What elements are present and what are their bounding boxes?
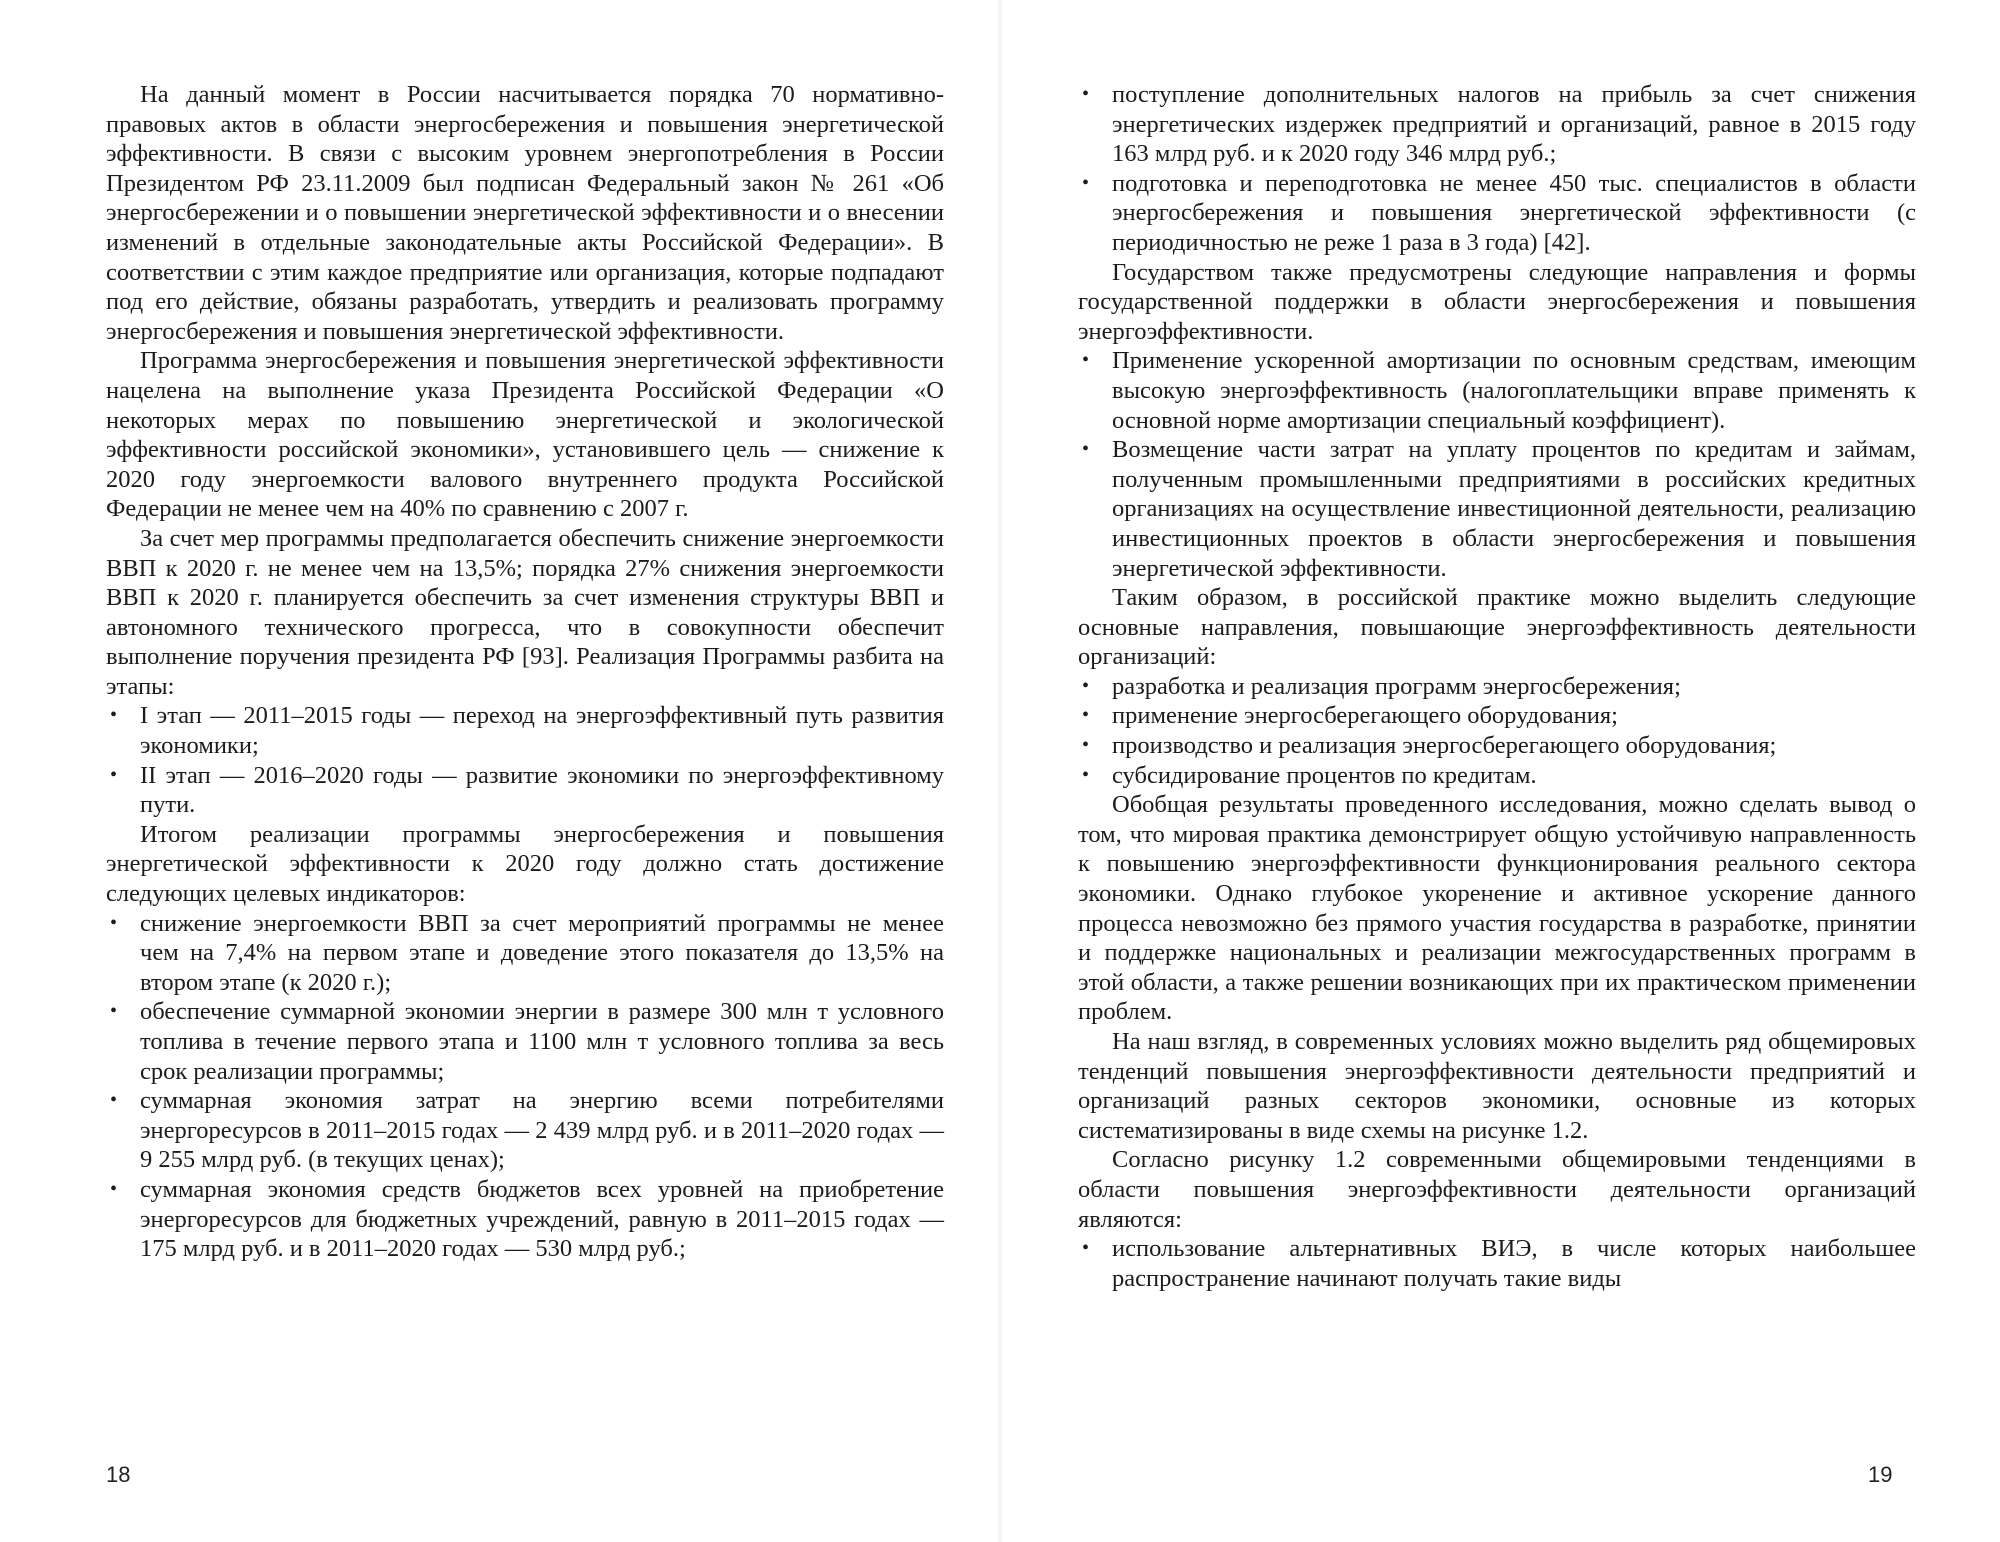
paragraph: На наш взгляд, в современных условиях можно выделить ряд общемировых тенденций повышения энергоэффективности деятельности предприятий и организаций разных секторов экономики, основные из которых систематизированы в виде схемы на рисунке 1.2. (1078, 1028, 1916, 1144)
bullet-item: • поступление дополнительных налогов на прибыль за счет снижения энергетических издержек предприятий и организаций, равное в 2015 году 163 млрд руб. и к 2020 году 346 млрд руб.; (1078, 80, 1916, 169)
left-text-column (106, 80, 944, 1264)
page-number-left: 18 (106, 1462, 131, 1487)
bullet-item: • Возмещение части затрат на уплату процентов по кредитам и займам, полученным промышленными предприятиями в российских кредитных организациях на осуществление инвестиционной деятельности, реализацию инвестиционных проектов в области энергосбережения и повышения энергетической эффективности. (1078, 435, 1916, 583)
bullet-item: • суммарная экономия средств бюджетов всех уровней на приобретение энергоресурсов для бюджетных учреждений, равную в 2011–2015 годах — 175 млрд руб. и в 2011–2020 годах — 530 млрд руб.; (106, 1175, 944, 1264)
paragraph: Итогом реализации программы энергосбережения и повышения энергетической эффективности к 2020 году должно стать достижение следующих целевых индикаторов: (106, 820, 944, 908)
bullet-item: • II этап — 2016–2020 годы — развитие экономики по энергоэффективному пути. (106, 761, 944, 820)
right-page (1000, 0, 2000, 1542)
bullet-item: • суммарная экономия затрат на энергию всеми потребителями энергоресурсов в 2011–2015 годах — 2 439 млрд руб. и в 2011–2020 годах — 9 255 млрд руб. (в текущих ценах); (106, 1086, 944, 1175)
bullet-item: • обеспечение суммарной экономии энергии в размере 300 млн т условного топлива в течение первого этапа и 1100 млн т условного топлива за весь срок реализации программы; (106, 997, 944, 1086)
paragraph: Государством также предусмотрены следующие направления и формы государственной поддержки в области энергосбережения и повышения энергоэффективности. (1078, 258, 1916, 345)
bullet-item: • I этап — 2011–2015 годы — переход на энергоэффективный путь развития экономики; (106, 701, 944, 760)
bullet-item: • производство и реализация энергосберегающего оборудования; (1078, 731, 1916, 761)
bullet-item: • применение энергосберегающего оборудования; (1078, 701, 1916, 731)
right-text-column (1078, 80, 1916, 1293)
bullet-item: • разработка и реализация программ энергосбережения; (1078, 672, 1916, 702)
paragraph: Таким образом, в российской практике можно выделить следующие основные направления, повышающие энергоэффективность деятельности организаций: (1078, 584, 1916, 671)
bullet-item: • подготовка и переподготовка не менее 450 тыс. специалистов в области энергосбережения и повышения энергетической эффективности (с периодичностью не реже 1 раза в 3 года) [42]. (1078, 169, 1916, 258)
bullet-item: • субсидирование процентов по кредитам. (1078, 761, 1916, 791)
paragraph: Программа энергосбережения и повышения энергетической эффективности нацелена на выполнение указа Президента Российской Федерации «О некоторых мерах по повышению энергетической и экологической эффективности российской экономики», установившего цель — снижение к 2020 году энергоемкости валового внутреннего продукта Российской Федерации не менее чем на 40% по сравнению с 2007 г. (106, 347, 944, 523)
bullet-item: • использование альтернативных ВИЭ, в числе которых наибольшее распространение начинают получать такие виды (1078, 1234, 1916, 1293)
page-number-right: 19 (1868, 1462, 1893, 1487)
paragraph: За счет мер программы предполагается обеспечить снижение энергоемкости ВВП к 2020 г. не менее чем на 13,5%; порядка 27% снижения энергоемкости ВВП к 2020 г. планируется обеспечить за счет изменения структуры ВВП и автономного технического прогресса, что в совокупности обеспечит выполнение поручения президента РФ [93]. Реализация Программы разбита на этапы: (106, 524, 944, 700)
paragraph: Согласно рисунку 1.2 современными общемировыми тенденциями в области повышения энергоэффективности деятельности организаций являются: (1078, 1146, 1916, 1233)
paragraph: Обобщая результаты проведенного исследования, можно сделать вывод о том, что мировая практика демонстрирует общую устойчивую направленность к повышению энергоэффективности функционирования реального сектора экономики. Однако глубокое укоренение и активное ускорение данного процесса невозможно без прямого участия государства в разработке, принятии и поддержке национальных и реализации межгосударственных программ в этой области, а также решении возникающих при их практическом применении проблем. (1078, 791, 1916, 1026)
bullet-item: • снижение энергоемкости ВВП за счет мероприятий программы не менее чем на 7,4% на первом этапе и доведение этого показателя до 13,5% на втором этапе (к 2020 г.); (106, 909, 944, 998)
paragraph: На данный момент в России насчитывается порядка 70 нормативно-правовых актов в области энергосбережения и повышения энергетической эффективности. В связи с высоким уровнем энергопотребления в России Президентом РФ 23.11.2009 был подписан Федеральный закон № 261 «Об энергосбережении и о повышении энергетической эффективности и о внесении изменений в отдельные законодательные акты Российской Федерации». В соответствии с этим каждое предприятие или организация, которые подпадают под его действие, обязаны разработать, утвердить и реализовать программу энергосбережения и повышения энергетической эффективности. (106, 81, 944, 345)
bullet-item: • Применение ускоренной амортизации по основным средствам, имеющим высокую энергоэффективность (налогоплательщики вправе применять к основной норме амортизации специальный коэффициент). (1078, 346, 1916, 435)
